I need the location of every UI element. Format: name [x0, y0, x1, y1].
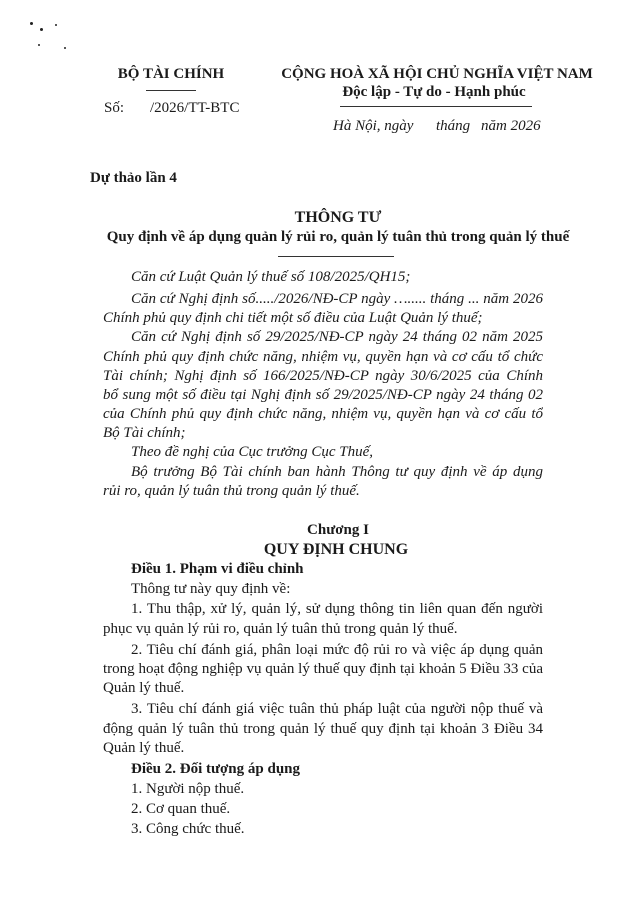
scan-speck — [55, 24, 57, 26]
article-heading: Điều 1. Phạm vi điều chỉnh — [131, 561, 304, 577]
article-line: phục vụ quản lý rủi ro, quản lý tuân thủ trong quản lý thuế. — [103, 621, 458, 637]
preamble-line: Tài chính; Nghị định số 166/2025/NĐ-CP ngày 30/6/2025 của Chính — [103, 368, 543, 384]
preamble-line: của Chính phủ quy định chức năng, nhiệm vụ, quyền hạn và cơ cấu tổ — [103, 406, 543, 422]
article-item: 1. Người nộp thuế. — [131, 781, 245, 797]
document-number-label: Số: — [104, 100, 125, 116]
article-item: 2. Cơ quan thuế. — [131, 801, 231, 817]
article-line: động quản lý tuân thủ trong quản lý thuế quy định tại khoản 3 Điều 34 — [103, 721, 543, 737]
place-date: Hà Nội, ngày — [333, 118, 414, 134]
scan-speck — [38, 44, 40, 46]
document-subject: Quy định về áp dụng quản lý rủi ro, quản lý tuân thủ trong quản lý thuế — [106, 229, 570, 245]
scan-speck — [40, 28, 43, 31]
article-line: 1. Thu thập, xử lý, quản lý, sử dụng thông tin liên quan đến người — [131, 601, 543, 617]
article-line: Thông tư này quy định về: — [131, 581, 291, 597]
motto-underline — [340, 106, 532, 107]
preamble-line: Bộ trưởng Bộ Tài chính ban hành Thông tư quy định về áp dụng — [131, 464, 543, 480]
preamble-line: bổ sung một số điều tại Nghị định số 29/2025/NĐ-CP ngày 24 tháng 02 — [103, 387, 543, 403]
article-line: trong hoạt động nghiệp vụ quản lý thuế quy định tại khoản 5 Điều 33 của — [103, 661, 543, 677]
preamble-line: Căn cứ Nghị định số...../2026/NĐ-CP ngày …..... tháng ... năm 2026 — [131, 291, 543, 307]
article-heading: Điều 2. Đối tượng áp dụng — [131, 761, 301, 777]
national-motto: Độc lập - Tự do - Hạnh phúc — [342, 84, 526, 100]
article-line: 3. Tiêu chí đánh giá việc tuân thủ pháp luật của người nộp thuế và — [131, 701, 543, 717]
date-month: tháng — [436, 118, 471, 134]
date-year: năm 2026 — [481, 118, 541, 134]
draft-label: Dự thảo lần 4 — [90, 170, 177, 186]
republic-name: CỘNG HOÀ XÃ HỘI CHỦ NGHĨA VIỆT NAM — [281, 66, 593, 82]
preamble-line: rủi ro, quản lý tuân thủ trong quản lý thuế. — [103, 483, 360, 499]
ministry-name: BỘ TÀI CHÍNH — [117, 66, 225, 82]
article-line: Quản lý thuế. — [103, 740, 185, 756]
article-line: Quản lý thuế. — [103, 680, 185, 696]
scan-speck — [64, 47, 66, 49]
preamble-line: Chính phủ quy định chức năng, nhiệm vụ, quyền hạn và cơ cấu tổ chức — [103, 349, 543, 365]
ministry-underline — [146, 90, 196, 91]
chapter-title: QUY ĐỊNH CHUNG — [263, 541, 409, 558]
preamble-line: Chính phủ quy định chi tiết một số điều của Luật Quản lý thuế; — [103, 310, 483, 326]
preamble-line: Theo đề nghị của Cục trưởng Cục Thuế, — [131, 444, 373, 460]
preamble-line: Căn cứ Nghị định số 29/2025/NĐ-CP ngày 24 tháng 02 năm 2025 — [131, 329, 543, 345]
article-line: 2. Tiêu chí đánh giá, phân loại mức độ rủi ro và việc áp dụng quản — [131, 642, 543, 658]
scan-speck — [30, 22, 33, 25]
article-item: 3. Công chức thuế. — [131, 821, 245, 837]
preamble-line: Bộ Tài chính; — [103, 425, 186, 441]
chapter-label: Chương I — [307, 522, 369, 538]
document-type: THÔNG TƯ — [294, 209, 382, 226]
document-number: /2026/TT-BTC — [150, 100, 240, 116]
title-underline — [278, 256, 394, 257]
preamble-line: Căn cứ Luật Quản lý thuế số 108/2025/QH15; — [131, 269, 411, 285]
